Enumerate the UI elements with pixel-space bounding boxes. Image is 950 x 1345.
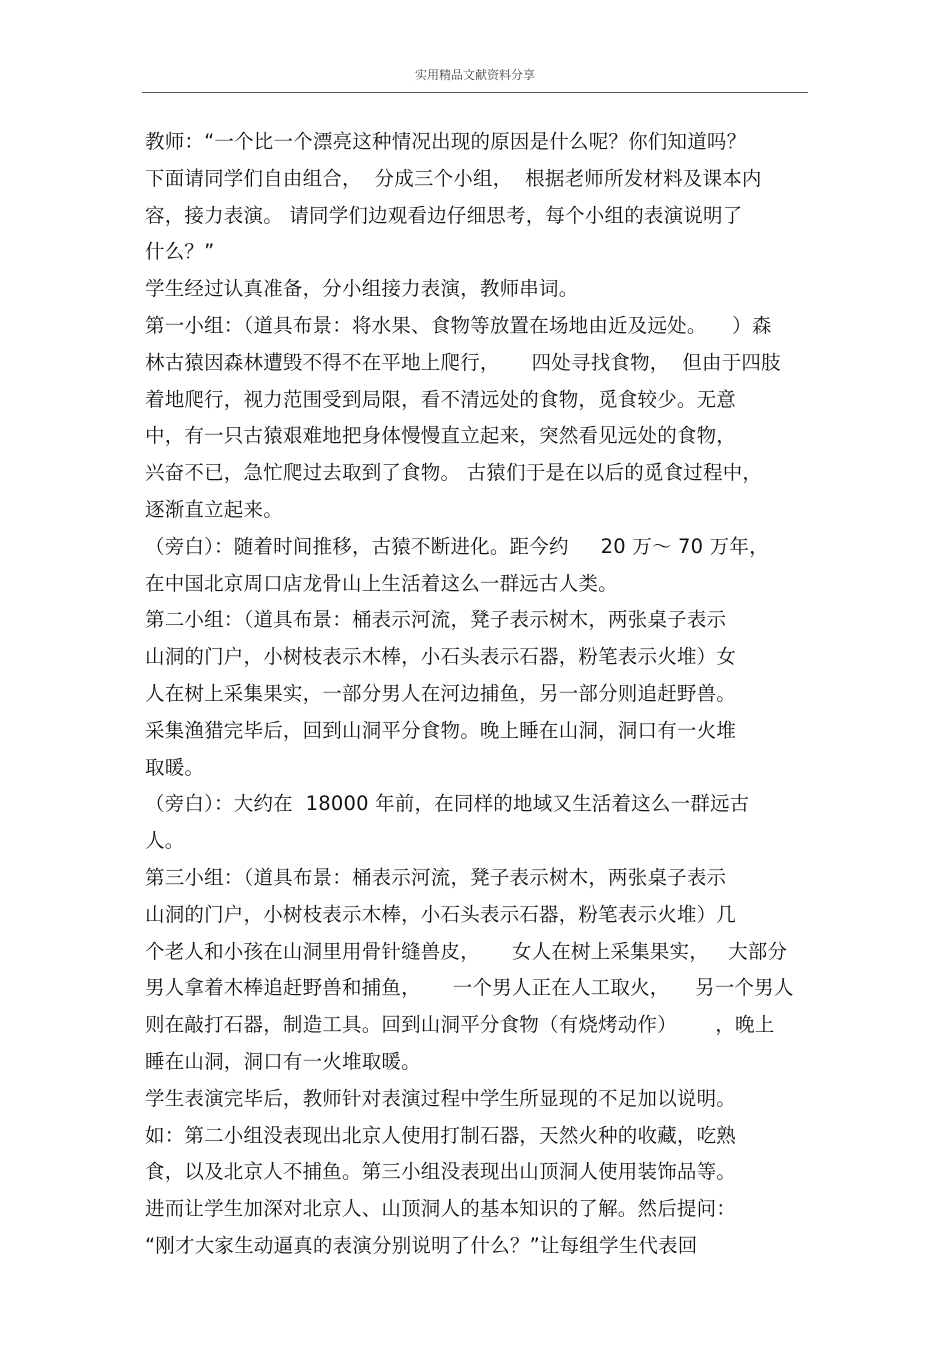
text-line: 第三小组：（道具布景：桶表示河流，凳子表示树木，两张桌子表示 — [145, 865, 727, 889]
text-line: （旁白）：随着时间推移，古猿不断进化。距今约 20 万～ 70 万年， — [145, 534, 769, 558]
text-line: 第一小组：（道具布景：将水果、食物等放置在场地由近及远处。 ）森 — [145, 313, 772, 337]
text-line: 逐渐直立起来。 — [145, 497, 283, 521]
text-line: 下面请同学们自由组合， 分成三个小组， 根据老师所发材料及课本内 — [145, 166, 762, 190]
text-line: 食，以及北京人不捕鱼。第三小组没表现出山顶洞人使用装饰品等。 — [145, 1160, 737, 1184]
text-line: “刚才大家生动逼真的表演分别说明了什么？”让每组学生代表回 — [145, 1233, 698, 1257]
page-header: 实用精品文献资料分享 — [414, 68, 535, 82]
text-line: 则在敲打石器，制造工具。回到山洞平分食物（有烧烤动作） ，晚上 — [145, 1013, 775, 1037]
text-line: 第二小组：（道具布景：桶表示河流，凳子表示树木，两张桌子表示 — [145, 608, 727, 632]
text-line: 取暖。 — [145, 755, 205, 779]
text-line: 着地爬行，视力范围受到局限，看不清远处的食物，觅食较少。无意 — [145, 387, 737, 411]
document-body — [145, 124, 825, 1265]
text-line: 兴奋不已，急忙爬过去取到了食物。 古猿们于是在以后的觅食过程中， — [145, 461, 763, 485]
header-divider — [142, 92, 808, 93]
text-line: 中，有一只古猿艰难地把身体慢慢直立起来，突然看见远处的食物， — [145, 424, 737, 448]
text-line: 人在树上采集果实，一部分男人在河边捕鱼，另一部分则追赶野兽。 — [145, 681, 737, 705]
text-line: 容，接力表演。 请同学们边观看边仔细思考，每个小组的表演说明了 — [145, 203, 743, 227]
text-line: 山洞的门户，小树枝表示木棒，小石头表示石器，粉笔表示火堆）女 — [145, 645, 737, 669]
text-line: 如：第二小组没表现出北京人使用打制石器，天然火种的收藏，吃熟 — [145, 1123, 737, 1147]
text-line: 进而让学生加深对北京人、山顶洞人的基本知识的了解。然后提问： — [145, 1197, 737, 1221]
text-line: 什么？” — [145, 240, 215, 264]
text-line: （旁白）：大约在 18000 年前，在同样的地域又生活着这么一群远古 — [145, 792, 750, 816]
text-line: 睡在山洞，洞口有一火堆取暖。 — [145, 1049, 421, 1073]
text-line: 个老人和小孩在山洞里用骨针缝兽皮， 女人在树上采集果实， 大部分 — [145, 939, 788, 963]
text-line: 学生经过认真准备，分小组接力表演，教师串词。 — [145, 277, 579, 301]
text-line: 教师：“一个比一个漂亮这种情况出现的原因是什么呢？你们知道吗？ — [145, 130, 747, 153]
text-line: 在中国北京周口店龙骨山上生活着这么一群远古人类。 — [145, 571, 618, 595]
text-line: 男人拿着木棒追赶野兽和捕鱼， 一个男人正在人工取火， 另一个男人 — [145, 976, 794, 1000]
text-line: 山洞的门户，小树枝表示木棒，小石头表示石器，粉笔表示火堆）几 — [145, 902, 737, 926]
text-line: 采集渔猎完毕后，回到山洞平分食物。晚上睡在山洞，洞口有一火堆 — [145, 718, 737, 742]
text-line: 林古猿因森林遭毁不得不在平地上爬行， 四处寻找食物， 但由于四肢 — [145, 350, 781, 374]
text-line: 学生表演完毕后，教师针对表演过程中学生所显现的不足加以说明。 — [145, 1086, 737, 1110]
text-line: 人。 — [145, 829, 185, 853]
